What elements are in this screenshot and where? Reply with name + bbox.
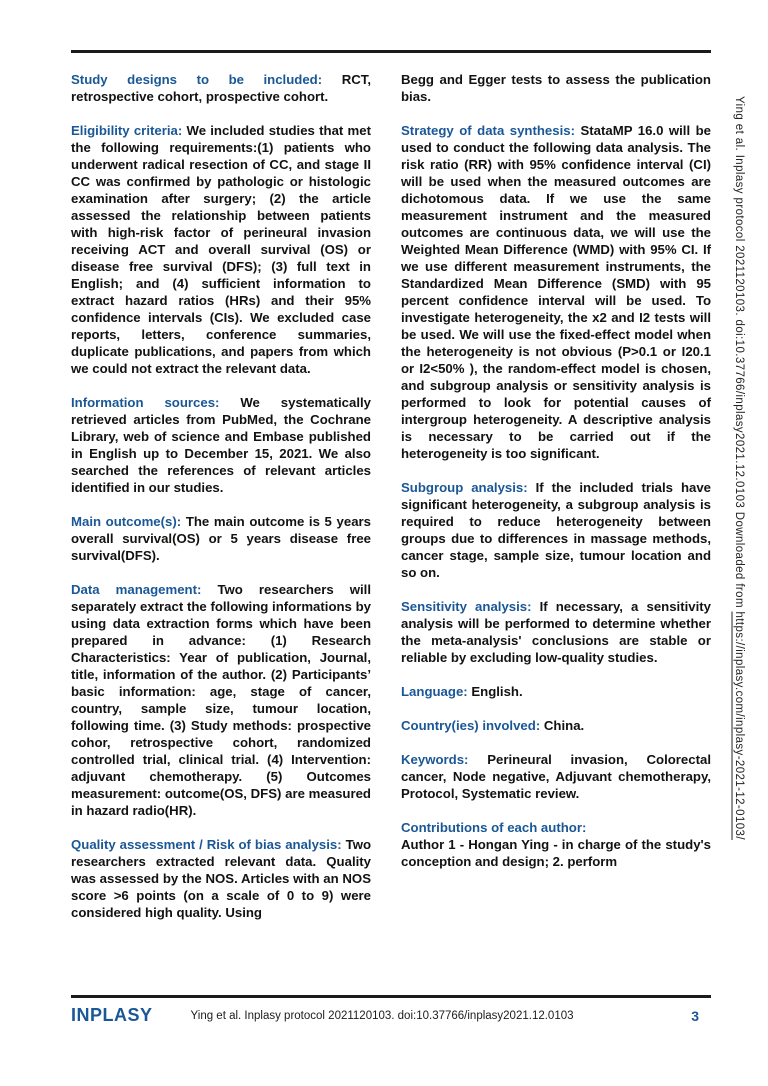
- section-text: Perineural invasion, Colorectal cancer, Node negative, Adjuvant chemotherapy, Protocol, Systematic review.: [401, 752, 711, 801]
- section-text: Two researchers extracted relevant data. Quality was assessed by the NOS. Articles with an NOS score >6 points (on a scale of 0 to 9) were considered high quality. Using: [71, 837, 372, 920]
- section-paragraph: [71, 122, 371, 377]
- footer: [71, 1005, 711, 1026]
- section-heading: Sensitivity analysis:: [401, 599, 532, 614]
- section-text: We included studies that met the following requirements:(1) patients who underwent radical resection of CC, and stage II CC was confirmed by pathologic or histologic examination after surgery; (2) the article assessed the relationship between patients with high-risk factor of perineural invasion receiving ACT and overall survival (OS) or disease free survival (DFS); (3) full text in English; and (4) sufficient information to extract hazard ratios (HRs) and their 95% confidence intervals (CIs). We excluded case reports, letters, conference summaries, duplicate publications, and papers from which we could not extract the relevant data.: [71, 123, 371, 376]
- section-paragraph: [71, 71, 371, 105]
- vertical-citation-text: Ying et al. Inplasy protocol 2021120103. doi:10.37766/inplasy2021.12.0103 Downloaded from: [733, 96, 745, 612]
- section-heading: Keywords:: [401, 752, 469, 767]
- section-heading: Eligibility criteria:: [71, 123, 183, 138]
- left-column: [71, 71, 371, 921]
- section-text: Two researchers will separately extract the following informations by using data extraction forms which have been prepared in advance: (1) Research Characteristics: Year of publication, Journal, title, information of the author. (2) Participants’ basic information: age, stage of cancer, country, sample size, tumour location, following time. (3) Study methods: prospective cohor, retrospective cohort, randomized controlled trial, clinical trial. (4) Intervention: adjuvant chemotherapy. (5) Outcomes measurement: outcome(OS, DFS) are measured in hazard radio(HR).: [71, 582, 371, 818]
- section-text: English.: [471, 684, 523, 699]
- section-paragraph: [71, 513, 371, 564]
- section-heading: Language:: [401, 684, 468, 699]
- section-paragraph: [401, 819, 711, 870]
- section-heading: Main outcome(s):: [71, 514, 182, 529]
- section-paragraph: [71, 581, 371, 819]
- section-paragraph: [71, 394, 371, 496]
- section-heading: Contributions of each author:: [401, 820, 587, 835]
- section-paragraph: [71, 836, 371, 921]
- section-paragraph: [401, 598, 711, 666]
- section-heading: Data management:: [71, 582, 202, 597]
- section-heading: Information sources:: [71, 395, 220, 410]
- section-text: The main outcome is 5 years overall survival(OS) or 5 years disease free survival(DFS).: [71, 514, 371, 563]
- section-heading: Country(ies) involved:: [401, 718, 541, 733]
- footer-citation: Ying et al. Inplasy protocol 2021120103. doi:10.37766/inplasy2021.12.0103: [190, 1009, 574, 1022]
- section-heading: Subgroup analysis:: [401, 480, 528, 495]
- section-text: We systematically retrieved articles from PubMed, the Cochrane Library, web of science and Embase published in English up to December 15, 2021. We also searched the references of relevant articles identified in our studies.: [71, 395, 371, 495]
- section-text: If necessary, a sensitivity analysis will be performed to determine whether the meta-analysis' conclusions are stable or reliable by excluding low-quality studies.: [401, 599, 711, 665]
- section-paragraph: [401, 717, 711, 734]
- section-text: Begg and Egger tests to assess the publication bias.: [401, 72, 711, 104]
- two-column-body: [71, 71, 711, 921]
- section-text: RCT, retrospective cohort, prospective cohort.: [71, 72, 371, 104]
- right-column: [401, 71, 711, 921]
- section-text: StataMP 16.0 will be used to conduct the following data analysis. The risk ratio (RR) with 95% confidence interval (CI) will be used when the measured outcomes are dichotomous data. If we use the same measurement instrument and the measured outcomes are continuous data, we will use the Weighted Mean Difference (WMD) with 95% CI. If we use different measurement instruments, the Standardized Mean Difference (SMD) with 95 percent confidence interval will be used. To investigate heterogeneity, the x2 and I2 tests will be used. We will use the fixed-effect model when the heterogeneity is not obvious (P>0.1 or I20.1 or I2<50% ), the random-effect model is chosen, and subgroup analysis or sensitivity analysis is performed to look for potential causes of intergroup heterogeneity. A descriptive analysis is necessary to be carried out if the heterogeneity is too significant.: [401, 123, 711, 461]
- bottom-rule: [71, 995, 711, 998]
- section-paragraph: [401, 751, 711, 802]
- section-paragraph: [401, 479, 711, 581]
- vertical-citation-link[interactable]: https://inplasy.com/inplasy-2021-12-0103/: [733, 611, 745, 840]
- inplasy-logo: INPLASY: [71, 1005, 153, 1025]
- section-text: Author 1 - Hongan Ying - in charge of the study's conception and design; 2. perform: [401, 837, 711, 869]
- section-text: China.: [543, 718, 585, 733]
- section-heading: Quality assessment / Risk of bias analysis:: [71, 837, 342, 852]
- section-paragraph: [401, 71, 711, 105]
- top-rule: [71, 50, 711, 53]
- vertical-citation: [733, 96, 745, 1026]
- section-heading: Study designs to be included:: [71, 72, 323, 87]
- section-paragraph: [401, 122, 711, 462]
- section-paragraph: [401, 683, 711, 700]
- page-number: 3: [691, 1007, 699, 1024]
- section-heading: Strategy of data synthesis:: [401, 123, 575, 138]
- section-text: If the included trials have significant heterogeneity, a subgroup analysis is required to reduce heterogeneity between groups due to differences in massage methods, cancer stage, sample size, tumour location and so on.: [401, 480, 712, 580]
